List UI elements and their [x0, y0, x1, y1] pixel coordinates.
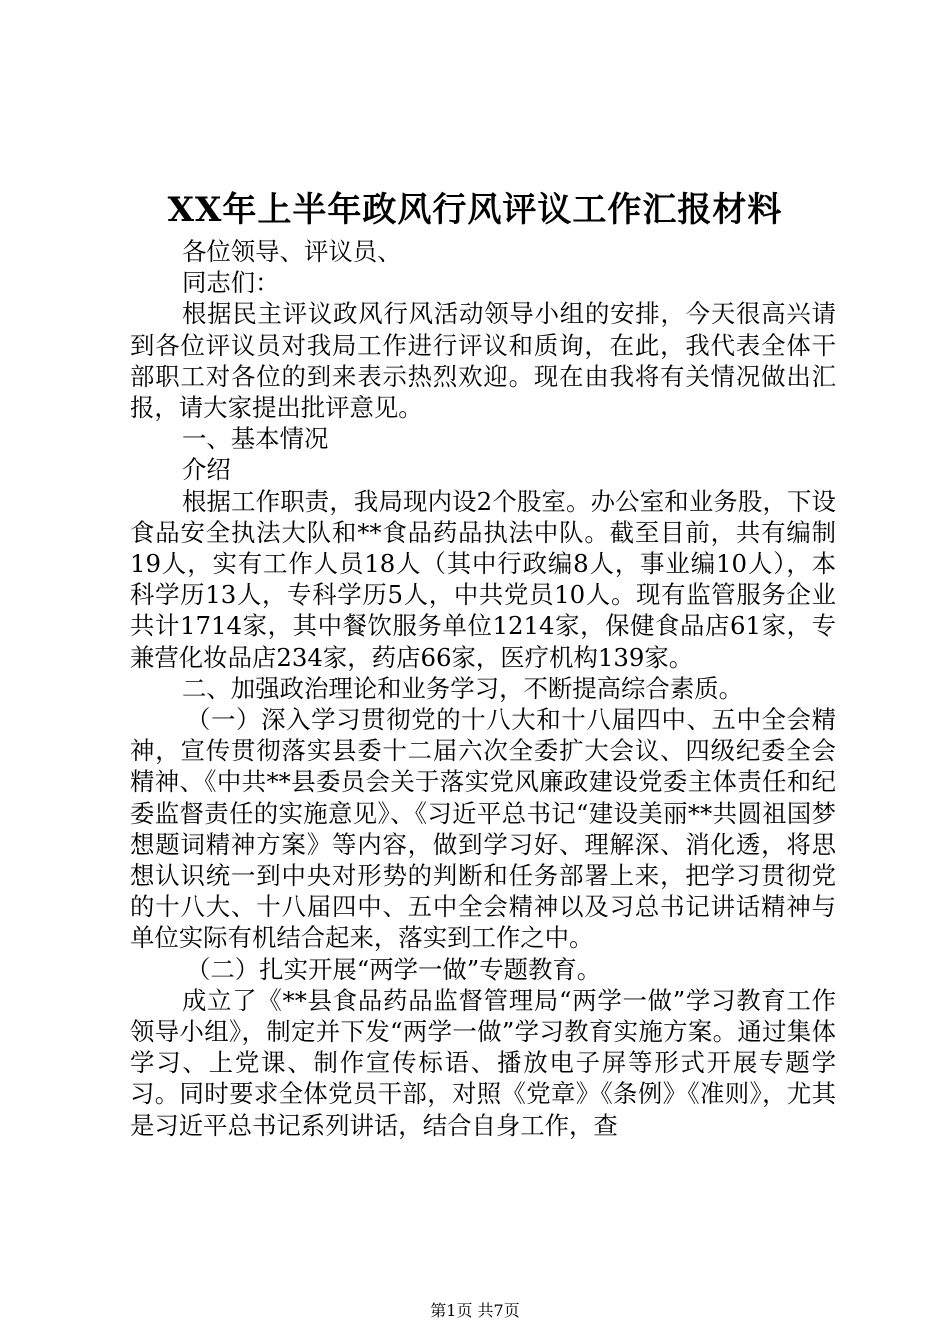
document-body — [130, 236, 836, 1141]
subheading-2: （二）扎实开展“两学一做”专题教育。 — [186, 954, 602, 984]
study-paragraph-1: （一）深入学习贯彻党的十八大和十八届四中、五中全会精神，宣传贯彻落实县委十二届六次全委扩大会议、四级纪委全会精神、《中共**县委员会关于落实党风廉政建设党委主体责任和纪委监督责任的实施意见》、《习近平总书记“建设美丽**共圆祖国梦想题词精神方案》等内容，做到学习好、理解深、消化透，将思想认识统一到中央对形势的判断和任务部署上来，把学习贯彻党的十八大、十八届四中、五中全会精神以及习总书记讲话精神与单位实际有机结合起来，落实到工作之中。 — [130, 705, 836, 953]
page-number-footer: 第1页 共7页 — [430, 1301, 520, 1320]
basic-info-paragraph: 根据工作职责，我局现内设2个股室。办公室和业务股，下设食品安全执法大队和**食品药品执法中队。截至目前，共有编制19人，实有工作人员18人（其中行政编8人，事业编10人），本科学历13人，专科学历5人，中共党员10人。现有监管服务企业共计1714家，其中餐饮服务单位1214家，保健食品店61家，专兼营化妆品店234家，药店66家，医疗机构139家。 — [130, 486, 836, 672]
salutation-line-2: 同志们： — [182, 268, 280, 298]
section-heading-2: 二、加强政治理论和业务学习，不断提高综合素质。 — [182, 673, 743, 703]
salutation-line-1: 各位领导、评议员、 — [182, 237, 402, 266]
intro-paragraph: 根据民主评议政风行风活动领导小组的安排，今天很高兴请到各位评议员对我局工作进行评议和质询，在此，我代表全体干部职工对各位的到来表示热烈欢迎。现在由我将有关情况做出汇报，请大家提出批评意见。 — [130, 299, 836, 423]
section-heading-1-cont: 介绍 — [182, 455, 231, 485]
study-paragraph-2: 成立了《**县食品药品监督管理局“两学一做”学习教育工作领导小组》，制定并下发“两学一做”学习教育实施方案。通过集体学习、上党课、制作宣传标语、播放电子屏等形式开展专题学习。同时要求全体党员干部，对照《党章》《条例》《准则》，尤其是习近平总书记系列讲话，结合自身工作，查 — [130, 985, 836, 1140]
section-heading-1: 一、基本情况 — [182, 424, 329, 454]
document-title: XX年上半年政风行风评议工作汇报材料 — [167, 190, 783, 230]
